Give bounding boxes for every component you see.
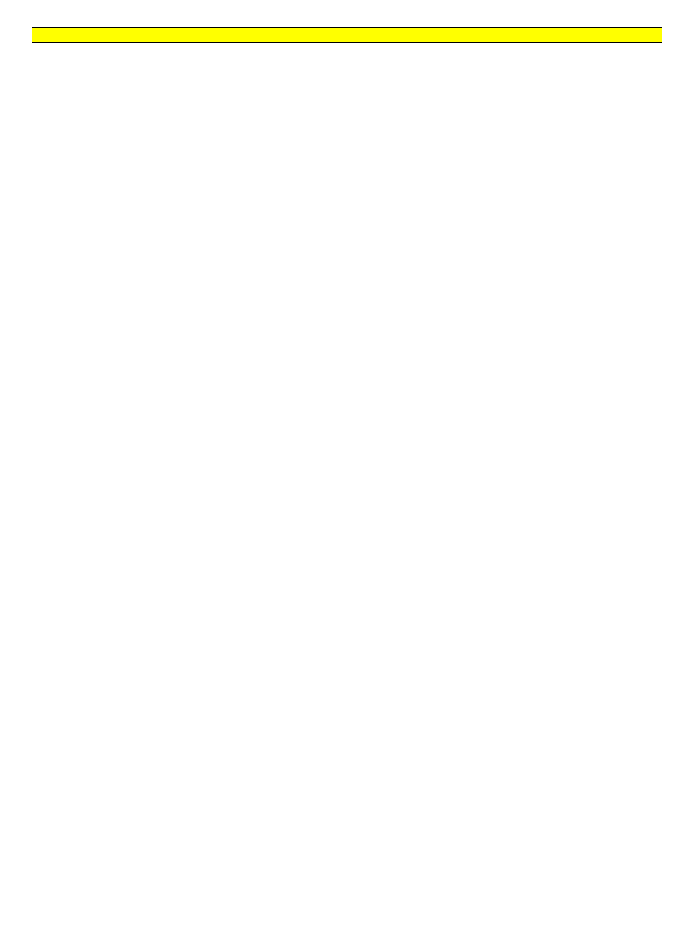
header-rank: [618, 28, 662, 43]
header-nu: [230, 28, 398, 43]
header-tt: [32, 28, 76, 43]
header-don-vi: [398, 28, 618, 43]
results-table-top: [32, 27, 662, 43]
header-nam: [76, 28, 230, 43]
table-header-row: [32, 28, 662, 43]
